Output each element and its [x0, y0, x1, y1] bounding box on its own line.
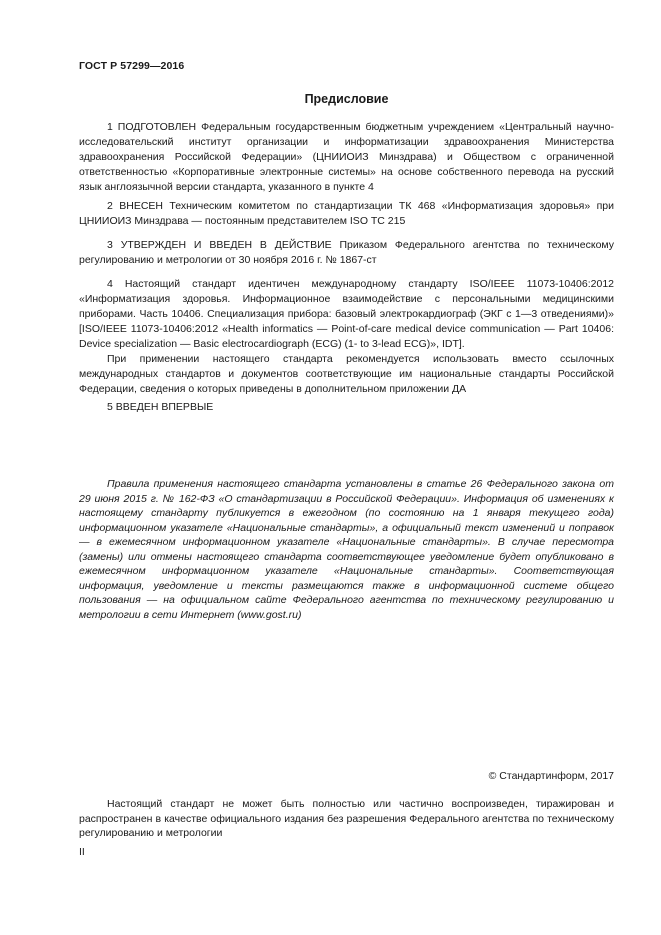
- copyright-line: © Стандартинформ, 2017: [488, 770, 614, 782]
- foreword-item-4: [79, 277, 614, 397]
- page-title: Предисловие: [304, 92, 389, 106]
- page-number: II: [79, 846, 85, 858]
- notice-text: Правила применения настоящего стандарта установлены в статье 26 Федерального закона от 29 июня 2015 г. № 162-ФЗ «О стандартизации в Российской Федерации». Информация об изменениях к настоящему стандарту публикуется в ежегодном (по состоянию на 1 января текущего года) информационном указателе «Национальные стандарты», а официальный текст изменений и поправок — в ежемесячном информационном указателе «Национальные стандарты». В случае пересмотра (замены) или отмены настоящего стандарта соответствующее уведомление будет опубликовано в ежемесячном информационном указателе «Национальные стандарты». Соответствующая информация, уведомление и тексты размещаются также в информационной системе общего пользования — на официальном сайте Федерального агентства по техническому регулированию и метрологии в сети Интернет (www.gost.ru): [79, 478, 614, 621]
- foreword-item-1: [79, 120, 614, 195]
- foreword-item-5: [79, 400, 614, 415]
- standard-id-header: ГОСТ Р 57299—2016: [79, 60, 185, 72]
- foreword-paragraph: 3 УТВЕРЖДЕН И ВВЕДЕН В ДЕЙСТВИЕ Приказом Федерального агентства по техническому регулированию и метрологии от 30 ноября 2016 г. № 1867-ст: [79, 239, 614, 266]
- foreword-item-2: [79, 199, 614, 229]
- foreword-paragraph: При применении настоящего стандарта рекомендуется использовать вместо ссылочных международных стандартов и документов соответствующие им национальные стандарты Российской Федерации, сведения о которых приведены в дополнительном приложении ДА: [79, 353, 614, 395]
- foreword-paragraph: 5 ВВЕДЕН ВПЕРВЫЕ: [107, 401, 214, 413]
- foreword-paragraph: 4 Настоящий стандарт идентичен международному стандарту ISO/IEEE 11073-10406:2012 «Информатизация здоровья. Информационное взаимодействие с персональными медицинскими приборами. Часть 10406. Специализация прибора: базовый электрокардиограф (ЭКГ с 1—3 отведениями)» [ISO/IEEE 11073-10406:2012 «Health informatics — Point-of-care medical device communication — Part 10406: Device specialization — Basic electrocardiograph (ECG) (1- to 3-lead ECG)», IDT].: [79, 278, 614, 350]
- rights-text: Настоящий стандарт не может быть полностью или частично воспроизведен, тиражирован и распространен в качестве официального издания без разрешения Федерального агентства по техническому регулированию и метрологии: [79, 798, 614, 839]
- foreword-item-3: [79, 238, 614, 268]
- application-notice: [79, 477, 614, 622]
- rights-statement: [79, 797, 614, 841]
- foreword-paragraph: 2 ВНЕСЕН Техническим комитетом по стандартизации ТК 468 «Информатизация здоровья» при ЦНИИОИЗ Минздрава — постоянным представителем ISO ТС 215: [79, 200, 614, 227]
- foreword-paragraph: 1 ПОДГОТОВЛЕН Федеральным государственным бюджетным учреждением «Центральный научно-исследовательский институт организации и информатизации здравоохранения Министерства здравоохранения Российской Федерации» (ЦНИИОИЗ Минздрава) и Обществом с ограниченной ответственностью «Корпоративные электронные системы» на основе собственного перевода на русский язык англоязычной версии стандарта, указанного в пункте 4: [79, 121, 614, 193]
